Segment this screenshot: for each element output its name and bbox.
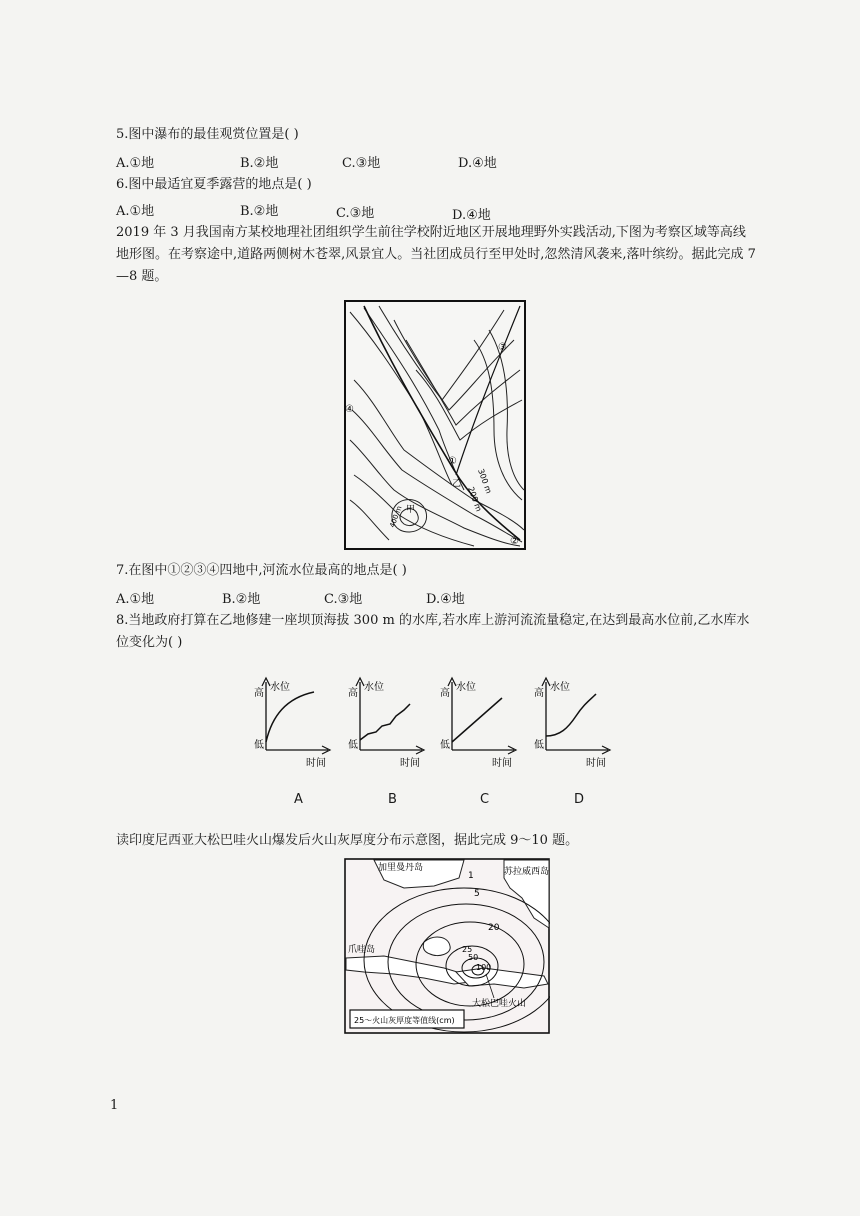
axis-low-label: 低 [254, 740, 264, 751]
water-level-curve [266, 692, 314, 742]
legend-text: 25～火山灰厚度等值线(cm) [354, 1016, 455, 1025]
point-4: ④ [345, 404, 354, 415]
y-axis-label: 水位 [550, 682, 570, 693]
q5-option-c[interactable]: C.③地 [342, 156, 381, 171]
y-axis-label: 水位 [456, 682, 476, 693]
axis-high-label: 高 [348, 688, 358, 699]
graph-a[interactable] [252, 676, 338, 816]
q6-option-d[interactable]: D.④地 [452, 208, 491, 223]
ash-value-5: 5 [474, 889, 480, 899]
graph-letter: B [388, 792, 397, 807]
intro-9-10: 读印度尼西亚大松巴哇火山爆发后火山灰厚度分布示意图，据此完成 9～10 题。 [116, 833, 579, 848]
q5-option-d[interactable]: D.④地 [458, 156, 497, 171]
ash-value-20: 20 [488, 923, 500, 933]
graph-d[interactable] [532, 676, 618, 816]
label-yi: 乙 [452, 479, 462, 489]
ash-value-50: 50 [468, 953, 479, 962]
axis-low-label: 低 [534, 740, 544, 751]
label-sulawesi: 苏拉威西岛 [504, 867, 550, 877]
q6-option-a[interactable]: A.①地 [116, 204, 155, 219]
q8-stem: 8.当地政府打算在乙地修建一座坝顶海拔 300 m 的水库,若水库上游河流流量稳定,在达到最高水位前,乙水库水位变化为( ) [116, 613, 750, 650]
q5-stem: 5.图中瀑布的最佳观赏位置是( ) [116, 127, 299, 142]
water-level-curve [360, 704, 410, 740]
water-level-curve [452, 698, 502, 742]
ash-value-25: 25 [462, 945, 473, 954]
q7-option-b[interactable]: B.②地 [222, 592, 261, 607]
y-axis-label: 水位 [364, 682, 384, 693]
x-axis-label: 时间 [400, 758, 420, 769]
label-kalimantan: 加里曼丹岛 [378, 863, 424, 873]
ash-value-100: 100 [476, 963, 492, 972]
ash-value-1: 1 [468, 871, 474, 881]
intro-7-8: 2019 年 3 月我国南方某校地理社团组织学生前往学校附近地区开展地理野外实践活动,下图为考察区域等高线地形图。在考察途中,道路两侧树木苍翠,风景宜人。当社团成员行至甲处时,忽然清风袭来,落叶缤纷。据此完成 7—8 题。 [116, 225, 756, 284]
axis-low-label: 低 [348, 740, 358, 751]
point-2: ② [510, 536, 519, 547]
y-axis-label: 水位 [270, 682, 290, 693]
q5-option-a[interactable]: A.①地 [116, 156, 155, 171]
axis-high-label: 高 [254, 688, 264, 699]
q7-option-a[interactable]: A.①地 [116, 592, 155, 607]
graph-letter: A [294, 792, 303, 807]
label-java: 爪哇岛 [348, 945, 376, 955]
graph-letter: C [480, 792, 490, 807]
axis-high-label: 高 [440, 688, 450, 699]
axis-low-label: 低 [440, 740, 450, 751]
q5-option-b[interactable]: B.②地 [240, 156, 279, 171]
point-1: ① [448, 456, 457, 467]
contour-label-400: 400 m [388, 504, 404, 529]
x-axis-label: 时间 [492, 758, 512, 769]
q6-option-b[interactable]: B.②地 [240, 204, 279, 219]
graph-c[interactable] [438, 676, 524, 816]
x-axis-label: 时间 [586, 758, 606, 769]
q7-option-d[interactable]: D.④地 [426, 592, 465, 607]
axis-high-label: 高 [534, 688, 544, 699]
volcanic-ash-map [344, 858, 550, 1034]
q7-stem: 7.在图中①②③④四地中,河流水位最高的地点是( ) [116, 563, 407, 578]
contour-map [344, 300, 526, 550]
graph-b[interactable] [346, 676, 432, 816]
contour-label-300: 300 m [476, 467, 494, 495]
water-level-curve [546, 694, 596, 736]
point-3: ③ [498, 342, 507, 353]
x-axis-label: 时间 [306, 758, 326, 769]
graph-letter: D [574, 792, 585, 807]
contour-label-200: 200 m [466, 485, 484, 513]
q7-option-c[interactable]: C.③地 [324, 592, 363, 607]
label-jia: 甲 [406, 505, 416, 515]
label-volcano: 大松巴哇火山 [472, 999, 527, 1009]
q6-option-c[interactable]: C.③地 [336, 206, 375, 221]
q6-stem: 6.图中最适宜夏季露营的地点是( ) [116, 177, 312, 192]
page-number: 1 [110, 1098, 119, 1113]
